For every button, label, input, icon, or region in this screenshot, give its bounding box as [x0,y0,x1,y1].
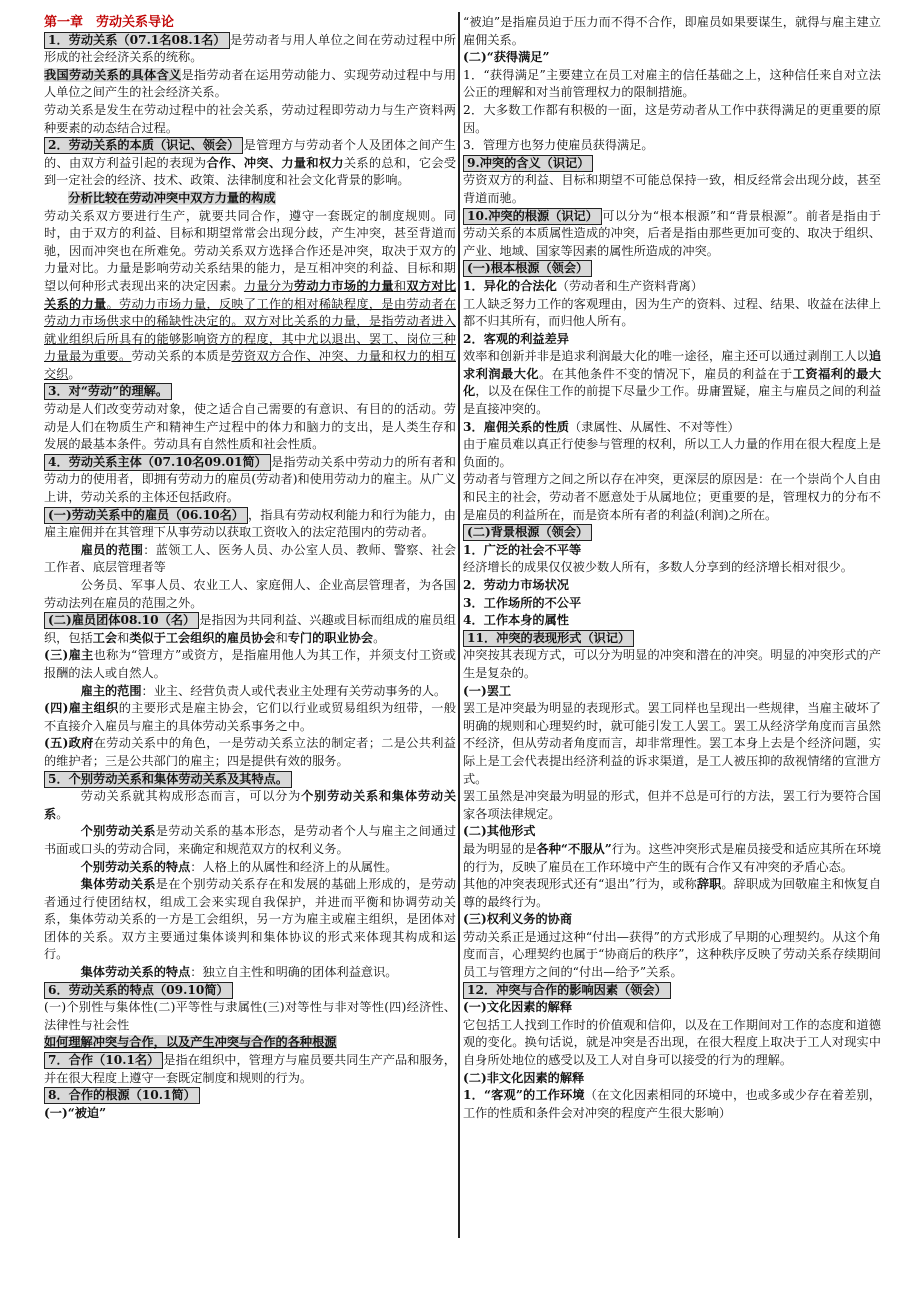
cultural-factors-body: 它包括工人找到工作时的价值观和信仰，以及在工作期间对工作的态度和道德观的变化。换句话说，就是冲突是否出现，在很大程度上取决于工人对现实中自身所处地位的感受以及工人对自身可以接受的行为的理解。 [463,1017,881,1068]
negotiation-heading: (三)权利义务的协商 [463,912,573,927]
employee-scope: 雇员的范围：蓝领工人、医务人员、办公室人员、教师、警察、社会工作者、底层管理者等 [44,542,457,575]
satisfaction-3: 3．管理方也努力使雇员获得满足。 [463,138,654,153]
section-6-body: (一)个别性与集体性(二)平等性与隶属性(三)对等性与非对等性(四)经济性、法律性与社会性 [44,1000,456,1032]
left-column [44,14,456,1122]
section-10-1 [463,260,881,278]
alienation-body: 工人缺乏努力工作的客观理由，因为生产的资料、过程、结果、收益在法律上都不归其所有，而归他人所有。 [463,296,881,329]
section-6-subheading: 如何理解冲突与合作，以及产生冲突与合作的各种根源 [44,1035,337,1050]
individual-relation-features: 个别劳动关系的特点：人格上的从属性和经济上的从属性。 [80,859,398,874]
section-2-subheading: 分析比较在劳动冲突中双方力量的构成 [68,190,276,205]
strike-body-1: 罢工是冲突最为明显的表现形式。罢工同样也呈现出一些规律，当雇主破坏了明确的规则和心理契约时，就可能引发工人罢工。罢工从经济学角度而言虽然不经济，但从劳动者角度而言，却非常理性。罢工本身上去是个经济问题，实际上是工会代表提出经济利益的诉求渠道，是工人被压抑的敌视情绪的宣泄方式。 [463,701,881,786]
section-11-heading: 11．冲突的表现形式（识记） [463,630,634,647]
section-2-heading: 2．劳动关系的本质（识记、领会） [44,137,243,154]
employer-scope: 雇主的范围：业主、经营负责人或代表业主处理有关劳动事务的人。 [80,683,447,698]
section-1-process: 劳动关系是发生在劳动过程中的社会关系，劳动过程即劳动力与生产资料两种要素的动态结合过程。 [44,102,456,135]
background-3: 3．工作场所的不公平 [463,595,582,610]
section-4-3: (三)雇主也称为“管理方”或资方，是指雇用他人为其工作，并须支付工资或报酬的法人或自然人。 [44,648,456,680]
section-8-heading: 8．合作的根源（10.1简） [44,1087,200,1104]
other-forms-heading: (二)其他形式 [463,824,536,839]
background-2: 2．劳动力市场状况 [463,578,569,592]
interest-difference-body: 效率和创新并非是追求利润最大化的唯一途径，雇主还可以通过剥削工人以追求利润最大化。在其他条件不变的情况下，雇员的利益在于工资福利的最大化，以及在保住工作的前提下尽量少工作。毋庸置疑，雇主与雇员之间的利益是直接冲突的。 [463,349,882,417]
section-4-5: (五)政府在劳动关系中的角色，一是劳动关系立法的制定者；二是公共利益的维护者；三是公共部门的雇主；四是提供有效的服务。 [44,736,456,768]
section-7-heading: 7．合作（10.1名） [44,1052,163,1069]
section-8 [44,1087,456,1105]
section-4-2: (二)雇员团体08.10（名） 是指因为共同利益、兴趣或目标而组成的雇员组织，包括工会和类似于工会组织的雇员协会和专门的职业协会。 [44,613,456,645]
section-5-heading: 5．个别劳动关系和集体劳动关系及其特点。 [44,771,292,788]
section-9-body: 劳资双方的利益、目标和期望不可能总保持一致，相反经常会出现分歧，甚至背道而驰。 [463,173,881,205]
section-2: 2．劳动关系的本质（识记、领会） 是管理方与劳动者个人及团体之间产生的、由双方利益引起的表现为合作、冲突、力量和权力关系的总和，它会受到一定社会的经济、技术、政策、法律制度和社会文化背景的影响。 [44,138,457,188]
forced-cooperation: “被迫”是指雇员迫于压力而不得不合作，即雇员如果要谋生，就得与雇主建立雇佣关系。 [463,15,881,47]
other-forms-body-1: 最为明显的是各种“不服从”行为。这些冲突形式是雇员接受和适应其所在环境的行为，反映了雇员在工作环境中产生的既有合作又有冲突的矛盾心态。 [463,841,882,874]
employment-nature-body-1: 由于雇员难以真正行使参与管理的权利，所以工人力量的作用在很大程度上是负面的。 [463,437,881,469]
section-11-body: 冲突按其表现方式，可以分为明显的冲突和潜在的冲突。明显的冲突形式的产生是复杂的。 [463,648,881,680]
employee-exclusions: 公务员、军事人员、农业工人、家庭佣人、企业高层管理者，为各国劳动法列在雇员的范围之外。 [44,578,456,610]
individual-relation: 个别劳动关系是劳动关系的基本形态，是劳动者个人与雇主之间通过书面或口头的劳动合同，来确定和规范双方的权利义务。 [44,824,457,856]
section-4-4: (四)雇主组织的主要形式是雇主协会，它们以行业或贸易组织为纽带，一般不直接介入雇员与雇主的具体劳动关系事务之中。 [44,701,457,733]
section-10-2 [463,524,881,542]
section-12-heading: 12．冲突与合作的影响因素（领会） [463,982,671,999]
section-9-heading: 9.冲突的含义（识记） [463,155,593,172]
section-3-body: 劳动是人们改变劳动对象，使之适合自己需要的有意识、有目的的活动。劳动是人们在物质生产和精神生产过程中的体力和脑力的支出，是人类生存和发展的最基本条件。劳动具有自然性质和社会性质。 [44,402,456,452]
background-1: 1．广泛的社会不平等 [463,542,582,557]
section-9 [463,155,881,173]
chapter-title: 第一章 劳动关系导论 [44,15,175,30]
section-6-heading: 6．劳动关系的特点（09.10简） [44,982,233,999]
non-cultural-factors-heading: (二)非文化因素的解释 [463,1070,585,1085]
strike-heading: (一)罢工 [463,683,512,698]
background-4: 4．工作本身的属性 [463,613,569,628]
section-8-item-1: (一)“被迫” [44,1105,107,1120]
employment-nature-heading: 3．雇佣关系的性质（隶属性、从属性、不对等性） [463,419,740,434]
section-12 [463,982,881,1000]
section-5-intro: 劳动关系就其构成形态而言，可以分为个别劳动关系和集体劳动关系。 [44,789,457,821]
interest-difference-heading: 2．客观的利益差异 [463,331,569,346]
alienation-heading: 1．异化的合法化（劳动者和生产资料背离） [463,278,704,293]
section-10: 10.冲突的根源（识记） 可以分为“根本根源”和“背景根源”。前者是指由于劳动关系的本质属性造成的冲突，后者是指由那些更加可变的、取决于组织、产业、地域、国家等因素的属性所造成的冲突。 [463,208,881,258]
background-1-body: 经济增长的成果仅仅被少数人所有，多数人分享到的经济增长相对很少。 [463,560,853,575]
section-4: 4．劳动关系主体（07.10名09.01简） 是指劳动关系中劳动力的所有者和劳动力的使用者，即拥有劳动力的雇员(劳动者)和使用劳动力的雇主。从广义上讲，劳动关系的主体还包括政府。 [44,454,456,505]
section-10-1-heading: (一)根本根源（领会） [463,260,592,277]
right-column [463,14,881,1122]
section-1-meaning: 我国劳动关系的具体含义是指劳动者在运用劳动能力、实现劳动过程中与用人单位之间产生的社会经济关系。 [44,67,457,100]
section-2-analysis: 劳动关系双方要进行生产，就要共同合作，遵守一套既定的制度规则。同时，由于双方的利益、目标和期望常常会出现分歧，产生冲突，甚至背道而驰，因而冲突也在所难免。劳动关系双方选择合作还是冲突，取决于双方的力量对比。力量是影响劳动关系结果的能力，是互相冲突的利益、目标和期望以何种形式表现出来的决定因素。力量分为劳动力市场的力量和双方对比关系的力量。劳动力市场力量，反映了工作的相对稀缺程度，是由劳动者在劳动力市场供求中的稀缺性决定的。双方对比关系的力量，是指劳动者进入就业组织后所具有的能够影响资方的程度，其中尤以退出、罢工、岗位三种力量最为重要。劳动关系的本质是劳资双方合作、冲突、力量和权力的相互交织。 [44,208,457,381]
section-1: 1．劳动关系（07.1名08.1名） 是劳动者与用人单位之间在劳动过程中所形成的社会经济关系的统称。 [44,32,456,65]
section-10-2-heading: (二)背景根源（领会） [463,524,592,541]
employment-nature-body-2: 劳动者与管理方之间之所以存在冲突，更深层的原因是：在一个崇尚个人自由和民主的社会，劳动者不愿意处于从属地位；更重要的是，管理权力的分布不是雇员的利益所在，而是资本所有者的利益(利润)之所在。 [463,472,881,522]
section-4-1-heading: (一)劳动关系中的雇员（06.10名） [44,507,248,524]
section-7: 7．合作（10.1名） 是指在组织中，管理方与雇员要共同生产产品和服务，并在很大程度上遵守一套既定制度和规则的行为。 [44,1053,456,1085]
section-4-2-heading: (二)雇员团体08.10（名） [44,612,199,629]
section-4-1: (一)劳动关系中的雇员（06.10名） ，指具有劳动权利能力和行为能力，由雇主雇佣并在其管理下从事劳动以获取工资收入的法定范围内的劳动者。 [44,507,456,540]
section-3-heading: 3．对“劳动”的理解。 [44,383,172,400]
negotiation-body: 劳动关系正是通过这种“付出—获得”的方式形成了早期的心理契约。从这个角度而言，心理契约也属于“协商后的秩序”，这种秩序反映了劳动关系存续期间员工与管理方之间的“付出—给予”关系。 [463,929,881,980]
satisfaction-1: 1．“获得满足”主要建立在员工对雇主的信任基础之上，这种信任来自对立法公正的理解和对当前管理权力的限制措施。 [463,67,881,100]
section-11 [463,630,881,648]
collective-relation-features: 集体劳动关系的特点：独立自主性和明确的团体利益意识。 [80,965,398,980]
strike-body-2: 罢工虽然是冲突最为明显的形式，但并不总是可行的方法，罢工行为要符合国家各项法律规定。 [463,789,881,821]
other-forms-body-2: 其他的冲突表现形式还有“退出”行为，或称辞职。辞职成为回敬雇主和恢复自尊的最终行为。 [463,877,882,909]
cultural-factors-heading: (一)文化因素的解释 [463,1000,573,1015]
section-1-subheading: 我国劳动关系的具体含义 [44,67,182,82]
section-5 [44,771,456,789]
section-10-heading: 10.冲突的根源（识记） [463,208,602,225]
satisfaction-2: 2．大多数工作都有积极的一面，这是劳动者从工作中获得满足的更重要的原因。 [463,102,881,135]
section-6 [44,982,456,1000]
satisfaction-heading: (二)“获得满足” [463,50,550,65]
section-4-heading: 4．劳动关系主体（07.10名09.01简） [44,454,271,471]
section-3 [44,383,456,401]
collective-relation: 集体劳动关系是在个别劳动关系存在和发展的基础上形成的，是劳动者通过行使团结权，组成工会来实现自我保护，并进而平衡和协调劳动关系，集体劳动关系的一方是工会组织，另一方为雇主或雇主组织，是团体对团体的关系。双方主要通过集体谈判和集体协议的形式来体现其构成和运行。 [44,877,457,962]
column-divider [458,12,460,1238]
work-environment: 1．“客观”的工作环境（在文化因素相同的环境中，也或多或少存在着差别，工作的性质和条件会对冲突的程度产生很大影响） [463,1088,881,1120]
section-1-heading: 1．劳动关系（07.1名08.1名） [44,32,230,49]
